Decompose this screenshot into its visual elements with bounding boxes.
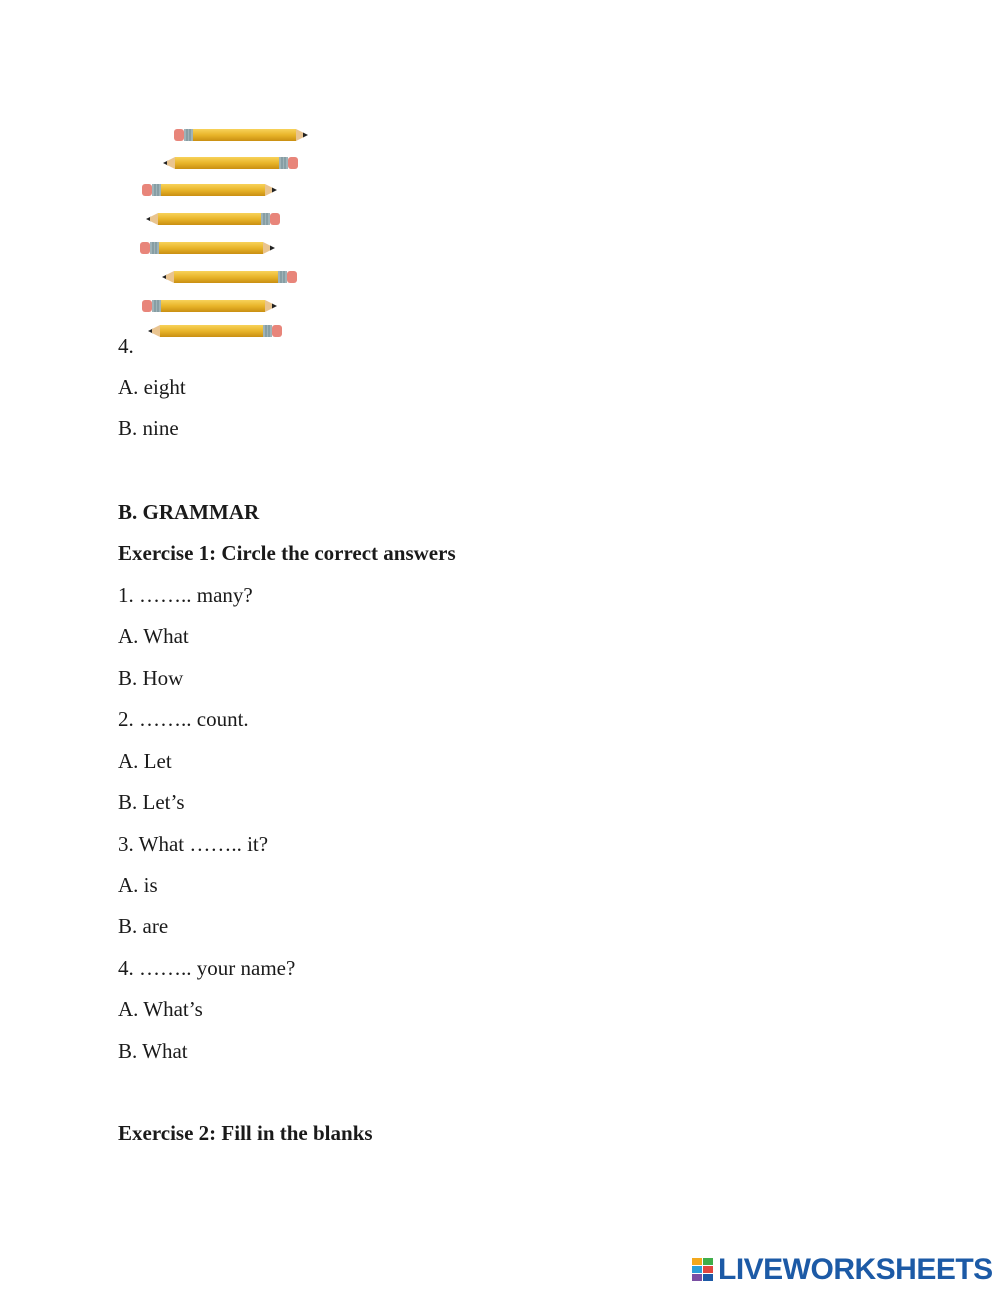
exercise-1-question-1-option-a[interactable]: A. What (118, 624, 189, 648)
pencil (148, 325, 282, 337)
exercise-1-question-4-option-a[interactable]: A. What’s (118, 997, 203, 1021)
exercise-1-question-3: 3. What …….. it? (118, 832, 269, 856)
exercise-1-question-3-option-a[interactable]: A. is (118, 873, 158, 897)
pencil (163, 157, 298, 169)
pencil (174, 129, 308, 141)
pencils-image (0, 0, 340, 350)
exercise-1-question-2-option-b[interactable]: B. Let’s (118, 790, 185, 814)
question-4-option-a[interactable]: A. eight (118, 375, 186, 399)
question-4-number: 4. (118, 334, 134, 358)
pencil (140, 242, 275, 254)
liveworksheets-logo-text: LIVEWORKSHEETS (718, 1253, 993, 1286)
question-4-option-b[interactable]: B. nine (118, 416, 179, 440)
pencil (142, 300, 277, 312)
exercise-1-question-3-option-b[interactable]: B. are (118, 914, 169, 938)
liveworksheets-logo[interactable] (692, 1255, 993, 1285)
pencil (162, 271, 297, 283)
exercise-1-title: Exercise 1: Circle the correct answers (118, 541, 456, 565)
exercise-1-question-2-option-a[interactable]: A. Let (118, 749, 172, 773)
exercise-1-question-1-option-b[interactable]: B. How (118, 666, 184, 690)
pencil (146, 213, 280, 225)
exercise-1-question-4: 4. …….. your name? (118, 956, 296, 980)
pencil (142, 184, 277, 196)
exercise-1-question-4-option-b[interactable]: B. What (118, 1039, 188, 1063)
section-title-grammar: B. GRAMMAR (118, 500, 260, 524)
exercise-2-title: Exercise 2: Fill in the blanks (118, 1121, 373, 1145)
liveworksheets-logo-icon (692, 1258, 714, 1282)
exercise-1-question-1: 1. …….. many? (118, 583, 253, 607)
exercise-1-question-2: 2. …….. count. (118, 707, 249, 731)
